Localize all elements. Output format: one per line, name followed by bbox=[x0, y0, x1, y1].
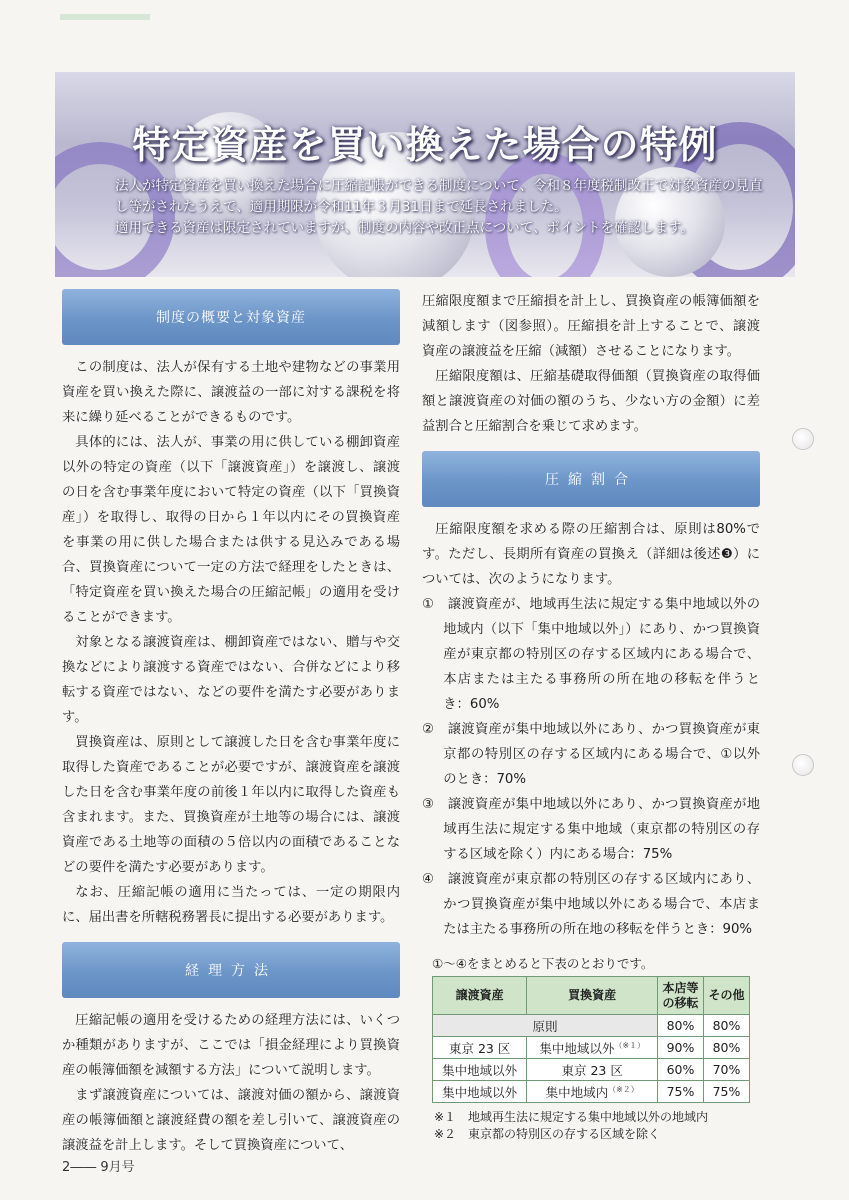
table-row bbox=[433, 1081, 750, 1103]
table-cell: 80% bbox=[704, 1015, 750, 1037]
right-column bbox=[422, 289, 760, 1143]
ratio-item: ① 譲渡資産が、地域再生法に規定する集中地域以外の地域内（以下「集中地域以外」）にあり、かつ買換資産が東京都の特別区の存する区域内にある場合で、本店または主たる事務所の所在地の移転を伴うとき：60% bbox=[422, 597, 760, 712]
table-cell: 75% bbox=[704, 1081, 750, 1103]
page-footer: 2―― 9月号 bbox=[62, 1160, 135, 1175]
table-row bbox=[433, 1037, 750, 1059]
section-heading-accounting: 経理方法 bbox=[62, 942, 400, 998]
table-intro: ①～④をまとめると下表のとおりです。 bbox=[432, 956, 654, 971]
table-cell: 90% bbox=[658, 1037, 704, 1059]
body-paragraph: 圧縮限度額まで圧縮損を計上し、買換資産の帳簿価額を減額します（図参照）。圧縮損を計上することで、譲渡資産の譲渡益を圧縮（減額）させることになります。 bbox=[422, 294, 760, 359]
lead-text bbox=[115, 176, 765, 239]
left-column bbox=[62, 289, 400, 1158]
table-notes bbox=[422, 1109, 760, 1143]
table-header: 買換資産 bbox=[527, 977, 658, 1015]
ratio-item: ④ 譲渡資産が東京都の特別区の存する区域内にあり、かつ買換資産が集中地域以外にある場合で、本店または主たる事務所の所在地の移転を伴うとき：90% bbox=[422, 872, 760, 937]
footnote: ※２ 東京都の特別区の存する区域を除く bbox=[434, 1127, 661, 1141]
table-cell: 70% bbox=[704, 1059, 750, 1081]
table-row bbox=[433, 1059, 750, 1081]
table-header: その他 bbox=[704, 977, 750, 1015]
table-cell bbox=[527, 1037, 658, 1059]
table-cell: 東京 23 区 bbox=[433, 1037, 527, 1059]
table-cell bbox=[527, 1059, 658, 1081]
table-cell: 原則 bbox=[433, 1015, 658, 1037]
table-header: 譲渡資産 bbox=[433, 977, 527, 1015]
table-cell-text: 東京 23 区 bbox=[561, 1062, 623, 1078]
ratio-item: ③ 譲渡資産が集中地域以外にあり、かつ買換資産が地域再生法に規定する集中地域（東京都の特別区の存する区域を除く）内にある場合：75% bbox=[422, 797, 760, 862]
table-cell: 80% bbox=[658, 1015, 704, 1037]
title-banner bbox=[55, 72, 795, 277]
body-paragraph: 圧縮限度額は、圧縮基礎取得価額（買換資産の取得価額と譲渡資産の対価の額のうち、少ない方の金額）に差益割合と圧縮割合を乗じて求めます。 bbox=[422, 369, 760, 434]
table-cell-text: 集中地域以外 bbox=[539, 1040, 615, 1056]
table-cell bbox=[527, 1081, 658, 1103]
table-header: 本店等 の移転 bbox=[658, 977, 704, 1015]
body-paragraph: 対象となる譲渡資産は、棚卸資産ではない、贈与や交換などにより譲渡する資産ではない、合併などにより移転する資産ではない、などの要件を満たす必要があります。 bbox=[62, 635, 400, 725]
table-cell: 80% bbox=[704, 1037, 750, 1059]
lead-paragraph: 適用できる資産は限定されていますが、制度の内容や改正点について、ポイントを確認します。 bbox=[115, 220, 694, 236]
table-cell: 75% bbox=[658, 1081, 704, 1103]
table-cell: 集中地域以外 bbox=[433, 1059, 527, 1081]
table-cell: 60% bbox=[658, 1059, 704, 1081]
footnote: ※１ 地域再生法に規定する集中地域以外の地域内 bbox=[434, 1110, 709, 1124]
body-paragraph: 具体的には、法人が、事業の用に供している棚卸資産以外の特定の資産（以下「譲渡資産」）を譲渡し、譲渡の日を含む事業年度において特定の資産（以下「買換資産」）を取得し、取得の日から１年以内にその買換資産を事業の用に供した場合または供する見込みである場合、買換資産について一定の方法で経理をしたときは、「特定資産を買い換えた場合の圧縮記帳」の適用を受けることができます。 bbox=[62, 435, 400, 625]
body-paragraph: なお、圧縮記帳の適用に当たっては、一定の期限内に、届出書を所轄税務署長に提出する必要があります。 bbox=[62, 885, 400, 925]
lead-paragraph: 法人が特定資産を買い換えた場合に圧縮記帳ができる制度について、令和８年度税制改正で対象資産の見直し等がされたうえで、適用期限が令和11年３月31日まで延長されました。 bbox=[115, 178, 763, 215]
page-title: 特定資産を買い換えた場合の特例 bbox=[132, 122, 718, 167]
table-cell: 集中地域以外 bbox=[433, 1081, 527, 1103]
body-paragraph: この制度は、法人が保有する土地や建物などの事業用資産を買い換えた際に、譲渡益の一部に対する課税を将来に繰り延べることができるものです。 bbox=[62, 360, 400, 425]
body-paragraph: 買換資産は、原則として譲渡した日を含む事業年度に取得した資産であることが必要ですが、譲渡資産を譲渡した日を含む事業年度の前後１年以内に取得した資産も含まれます。また、買換資産が土地等の場合には、譲渡資産である土地等の面積の５倍以内の面積であることなどの要件を満たす必要があります。 bbox=[62, 735, 400, 875]
table-row bbox=[433, 1015, 750, 1037]
table-cell-text: 集中地域内 bbox=[545, 1084, 609, 1100]
body-paragraph: まず譲渡資産については、譲渡対価の額から、譲渡資産の帳簿価額と譲渡経費の額を差し引いて、譲渡資産の譲渡益を計上します。そして買換資産について、 bbox=[62, 1088, 400, 1153]
body-paragraph: 圧縮限度額を求める際の圧縮割合は、原則は80%です。ただし、長期所有資産の買換え（詳細は後述❸）については、次のようになります。 bbox=[422, 522, 760, 587]
ratio-item: ② 譲渡資産が集中地域以外にあり、かつ買換資産が東京都の特別区の存する区域内にある場合で、①以外のとき：70% bbox=[422, 722, 760, 787]
section-heading-overview: 制度の概要と対象資産 bbox=[62, 289, 400, 345]
table-header-row bbox=[433, 977, 750, 1015]
section-heading-ratio: 圧縮割合 bbox=[422, 451, 760, 507]
body-paragraph: 圧縮記帳の適用を受けるための経理方法には、いくつか種類がありますが、ここでは「損金経理により買換資産の帳簿価額を減額する方法」について説明します。 bbox=[62, 1013, 400, 1078]
footnote-marker: （※２） bbox=[608, 1084, 639, 1094]
ratio-table bbox=[432, 976, 750, 1103]
binder-hole bbox=[792, 754, 814, 776]
binder-hole bbox=[792, 428, 814, 450]
corner-marker bbox=[60, 14, 150, 20]
footnote-marker: （※１） bbox=[614, 1040, 646, 1050]
